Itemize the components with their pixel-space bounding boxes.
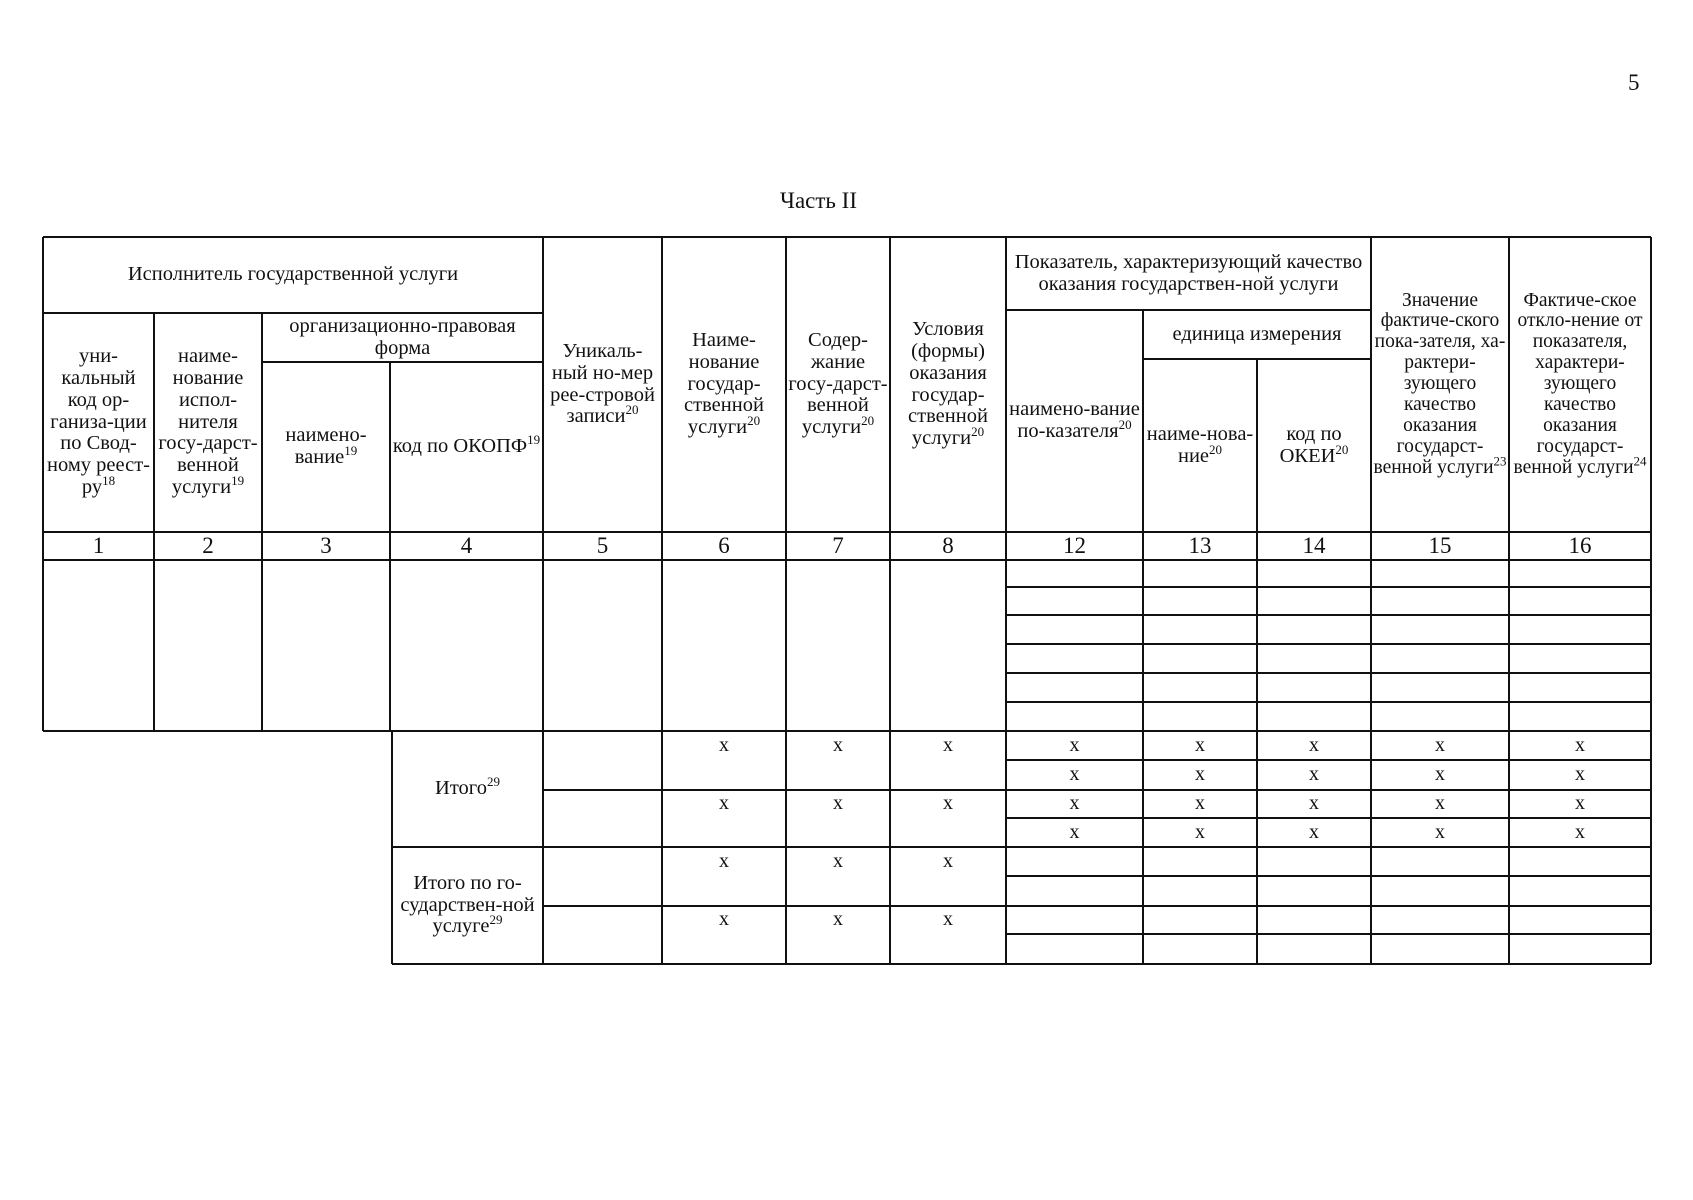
column-number: 13 <box>1188 532 1212 558</box>
executor-group-header: Исполнитель государственной услуги <box>127 263 459 286</box>
cross-mark: x <box>833 908 843 931</box>
cross-mark: x <box>719 792 729 815</box>
cross-mark: x <box>833 849 843 872</box>
service-content-header: Содер-жание госу-дарст-венной услуги$^{20}$ <box>788 328 888 439</box>
actual-deviation-header: Фактиче-ское откло-нение от показателя, характери-зующего качество оказания государст-венной услуги$^{24}$ <box>1513 289 1647 478</box>
cross-mark: x <box>1309 733 1319 756</box>
cross-mark: x <box>943 733 953 756</box>
page-number: 5 <box>1628 70 1640 95</box>
cross-mark: x <box>1195 792 1205 815</box>
service-conditions-header: Условия (формы) оказания государ-ственной услуги$^{20}$ <box>908 317 988 450</box>
column-number: 4 <box>460 532 473 558</box>
actual-value-header: Значение фактиче-ского пока-зателя, ха-рактери-зующего качество оказания государст-венной услуги$^{23}$ <box>1373 289 1507 478</box>
cross-mark: x <box>1575 763 1585 786</box>
cross-mark: x <box>1309 763 1319 786</box>
cross-mark: x <box>1309 792 1319 815</box>
cross-mark: x <box>833 792 843 815</box>
cross-mark: x <box>1575 733 1585 756</box>
cross-mark: x <box>1575 792 1585 815</box>
cross-mark: x <box>833 733 843 756</box>
column-number: 6 <box>718 532 730 558</box>
cross-mark: x <box>719 908 729 931</box>
cross-mark: x <box>1069 763 1080 786</box>
cross-mark: x <box>719 849 729 872</box>
column-number: 8 <box>942 532 954 558</box>
cross-mark: x <box>1195 733 1205 756</box>
column-number: 5 <box>596 532 609 558</box>
cross-mark: x <box>1435 763 1445 786</box>
column-number: 14 <box>1302 532 1326 558</box>
column-number: 1 <box>92 532 105 558</box>
cross-mark: x <box>1069 733 1080 756</box>
unit-group-header: единица измерения <box>1172 322 1342 345</box>
column-number: 2 <box>202 532 214 558</box>
olf-name-header: наимено-вание$^{19}$ <box>285 424 367 468</box>
okei-code-header: код по ОКЕИ$^{20}$ <box>1279 422 1349 467</box>
cross-mark: x <box>1069 820 1080 843</box>
column-number: 12 <box>1063 532 1086 558</box>
cross-mark: x <box>1195 763 1205 786</box>
org-legal-form-header: организационно-правовая форма <box>289 314 516 359</box>
cross-mark: x <box>1435 733 1445 756</box>
itogo-service-label: Итого по го-сударствен-ной услуге$^{29}$ <box>400 871 535 938</box>
cross-mark: x <box>943 908 953 931</box>
cross-mark: x <box>943 849 953 872</box>
cross-mark: x <box>719 733 729 756</box>
cross-mark: x <box>943 792 953 815</box>
registry-number-header: Уникаль-ный но-мер рее-стровой записи$^{20}$ <box>550 339 655 428</box>
cross-mark: x <box>1069 792 1080 815</box>
cross-mark: x <box>1309 820 1319 843</box>
executor-name-header: наиме-нование испол-нителя госу-дарст-венной услуги$^{19}$ <box>158 344 258 499</box>
column-number: 15 <box>1428 532 1452 558</box>
quality-indicator-group-header: Показатель, характеризующий качество оказания государствен-ной услуги <box>1014 250 1363 295</box>
itogo-label: Итого$^{29}$ <box>435 774 500 800</box>
cross-mark: x <box>1435 820 1445 843</box>
column-number: 7 <box>832 532 844 558</box>
cross-mark: x <box>1575 820 1585 843</box>
indicator-name-header: наимено-вание по-казателя$^{20}$ <box>1009 398 1140 442</box>
part-title: Часть II <box>780 188 857 213</box>
column-number: 16 <box>1568 532 1592 558</box>
okopf-code-header: код по ОКОПФ$^{19}$ <box>392 432 541 458</box>
unique-org-code-header: уни-кальный код ор-ганиза-ции по Свод-ному реест-$ру^{18}$ <box>46 344 151 499</box>
unit-name-header: наиме-нова-ние$^{20}$ <box>1146 422 1254 467</box>
service-name-header: Наиме-нование государ-ственной услуги$^{20}$ <box>684 328 764 439</box>
column-number: 3 <box>320 532 332 558</box>
cross-mark: x <box>1195 820 1205 843</box>
cross-mark: x <box>1435 792 1445 815</box>
